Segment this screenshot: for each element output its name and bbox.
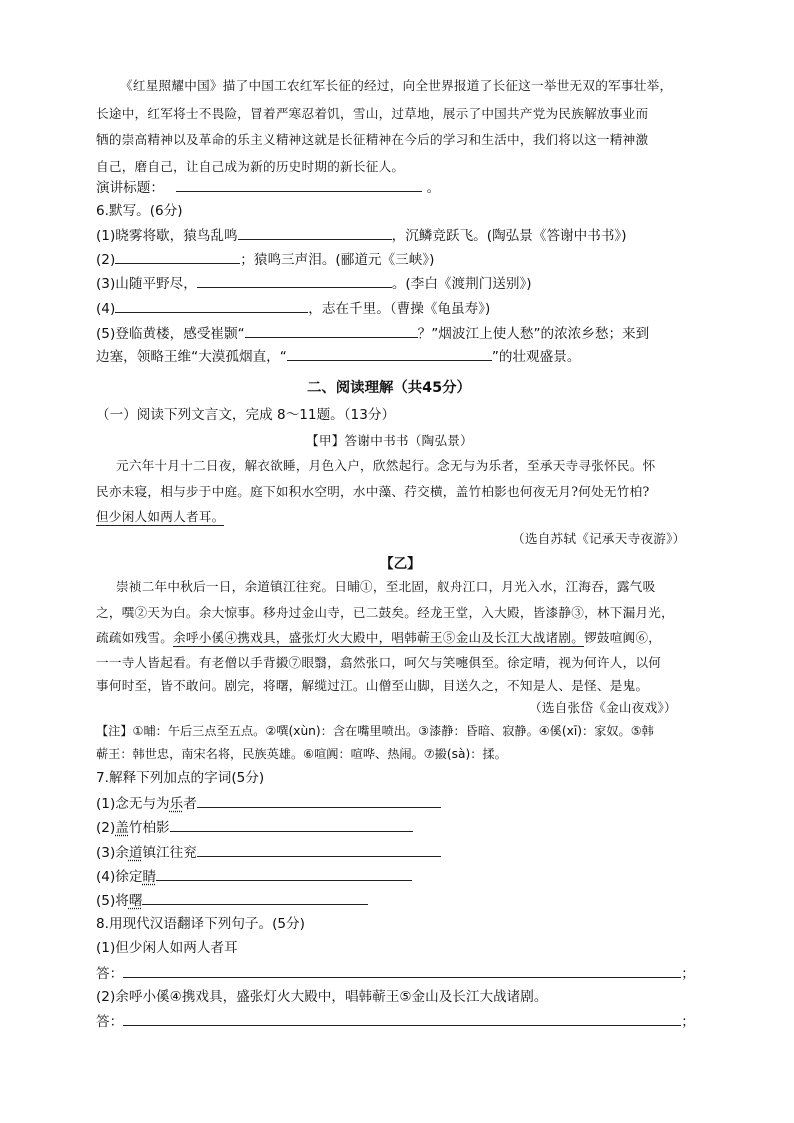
jia-title: 【甲】答谢中书书（陶弘景） — [306, 433, 473, 448]
speech-title-row: 演讲标题： 。 — [96, 177, 440, 198]
q6-item-1: (1)晓雾将歇，猿鸟乱鸣 ，沉鳞竞跃飞。(陶弘景《答谢中书书》) — [96, 225, 627, 246]
notes-line: 蕲王：韩世忠，南宋名将，民族英雄。⑥喧阗：喧哗、热闹。⑦摋(sà)：揉。 — [96, 747, 507, 761]
answer-blank[interactable] — [115, 249, 240, 264]
yi-line: 一一寺人皆起看。有老僧以手背摋⑦眼翳，翕然张口，呵欠与笑嚏俱至。徐定晴，视为何许人，以何 — [96, 655, 662, 670]
q8-answer-1: 答： ； — [96, 963, 695, 984]
answer-blank[interactable] — [245, 323, 418, 338]
q8-answer-2: 答： ； — [96, 1011, 695, 1032]
answer-blank[interactable] — [238, 225, 392, 240]
q7-item-1: (1)念无与为乐者 — [96, 793, 441, 814]
notes-line: 【注】①晡：午后三点至五点。②噀(xùn)：含在嘴里喷出。③漆静：昏暗、寂静。④傒(xī)：家奴。⑤韩 — [96, 724, 654, 738]
answer-blank[interactable] — [123, 1011, 681, 1026]
part1-instruction: （一）阅读下列文言文，完成 8～11题。（13分） — [96, 407, 396, 423]
answer-blank[interactable] — [197, 793, 441, 808]
answer-blank[interactable] — [123, 963, 681, 978]
answer-blank[interactable] — [170, 817, 413, 832]
q6-item-5: (5)登临黄楼，感受崔颢“ ？”烟波江上使人愁”的浓浓乡愁；来到 — [96, 323, 649, 344]
q6-item-5-cont: 边塞，领略王维“大漠孤烟直，“ ”的壮观盛景。 — [96, 346, 580, 367]
jia-source: （选自苏轼《记承天寺夜游》） — [512, 531, 686, 546]
q8-sentence-1: (1)但少闲人如两人者耳 — [96, 940, 238, 956]
speech-title-label: 演讲标题： — [96, 180, 164, 196]
yi-source: （选自张岱《金山夜戏》） — [529, 700, 677, 715]
q7-item-4: (4)徐定睛 — [96, 866, 412, 887]
q8-title: 8.用现代汉语翻译下列句子。(5分) — [96, 916, 305, 932]
passage-line: 牺的崇高精神以及革命的乐主义精神这就是长征精神在今后的学习和生活中，我们将以这一精神激 — [96, 132, 649, 147]
jia-underlined-sentence: 但少闲人如两人者耳。 — [96, 509, 225, 524]
yi-line: 崇祯二年中秋后一日，余道镇江往兖。日晡①，至北固，舣舟江口，月光入水，江海吞，露气吸 — [116, 579, 656, 594]
q6-item-2: (2) ；猿鸣三声泪。(郦道元《三峡》) — [96, 249, 434, 270]
q6-title: 6.默写。(6分) — [96, 203, 183, 219]
q8-sentence-2: (2)余呼小傒④携戏具，盛张灯火大殿中，唱韩蕲王⑤金山及长江大战诸剧。 — [96, 989, 548, 1005]
passage-line: 长途中，红军将士不畏险，冒着严寒忍着饥，雪山，过草地，展示了中国共产党为民族解放事业而 — [96, 106, 649, 121]
yi-line-3: 疏疏如残雪。余呼小傒④携戏具，盛张灯火大殿中，唱韩蕲王⑤金山及长江大战诸剧。锣鼓喧阗⑥， — [96, 630, 662, 645]
q7-item-5: (5)将曙 — [96, 890, 368, 911]
answer-blank[interactable] — [287, 346, 492, 361]
yi-title: 【乙】 — [380, 556, 421, 572]
q7-item-2: (2)盖竹柏影 — [96, 817, 413, 838]
q6-item-3: (3)山随平野尽， 。(李白《渡荆门送别》) — [96, 273, 532, 294]
jia-line: 民亦未寝，相与步于中庭。庭下如积水空明，水中藻、荇交横，盖竹柏影也何夜无月?何处无竹柏? — [96, 484, 650, 499]
yi-underlined-sentence: 余呼小傒④携戏具，盛张灯火大殿中，唱韩蕲王⑤金山及长江大战诸剧。 — [173, 630, 585, 645]
q7-item-3: (3)余道镇江往兖 — [96, 842, 441, 863]
answer-blank[interactable] — [156, 866, 412, 881]
section-2-title: 二、阅读理解（共45分） — [307, 380, 471, 396]
q6-item-4: (4) ，志在千里。（曹操《龟虽寿》) — [96, 298, 490, 319]
answer-blank[interactable] — [115, 298, 308, 313]
yi-line: 事何时至，皆不敢问。剧完，将曙，解缆过江。山僧至山脚，目送久之，不知是人、是怪、是鬼。 — [96, 678, 649, 693]
yi-line: 之，噀②天为白。余大惊事。移舟过金山寺，已二鼓矣。经龙王堂，入大殿，皆漆静③，林下漏月光， — [96, 605, 674, 620]
answer-blank[interactable] — [142, 890, 368, 905]
answer-blank[interactable] — [197, 842, 441, 857]
speech-title-blank[interactable] — [176, 177, 422, 192]
q7-title: 7.解释下列加点的字词(5分) — [96, 770, 265, 786]
jia-line: 元六年十月十二日夜，解衣欲睡，月色入户，欣然起行。念无与为乐者，至承天寺寻张怀民。怀 — [116, 458, 656, 473]
answer-blank[interactable] — [197, 273, 392, 288]
passage-line: 自己，磨自己，让自己成为新的历史时期的新长征人。 — [96, 159, 405, 174]
passage-line: 《红星照耀中国》描了中国工农红军长征的经过，向全世界报道了长征这一举世无双的军事壮举， — [120, 78, 673, 93]
